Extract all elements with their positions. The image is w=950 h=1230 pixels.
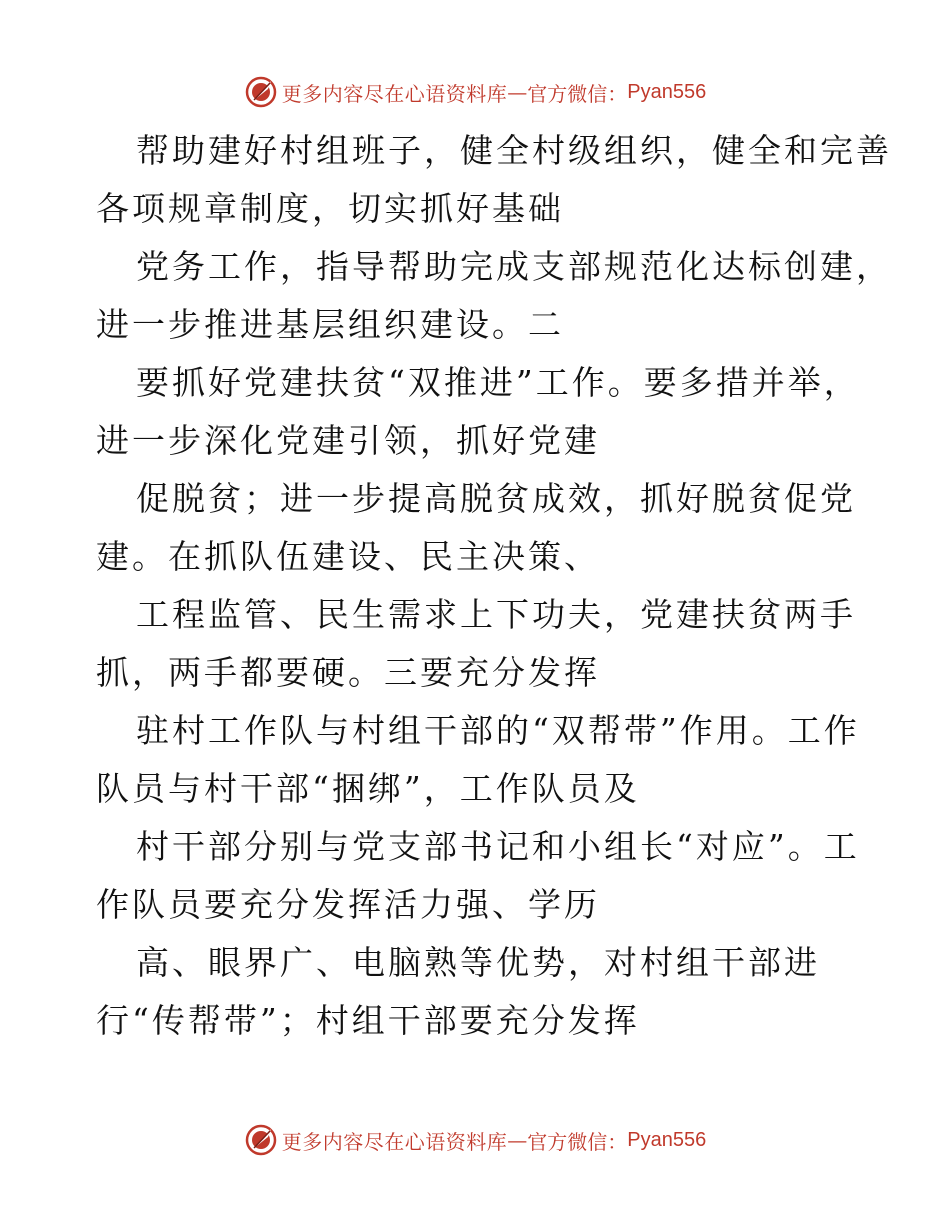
paragraph bbox=[96, 586, 866, 702]
paragraph bbox=[96, 238, 892, 354]
paragraph-line: 村干部分别与党支部书记和小组长“对应”。工 bbox=[136, 827, 860, 866]
paragraph bbox=[96, 934, 866, 1050]
paragraph-line: 作队员要充分发挥活力强、学历 bbox=[96, 885, 600, 924]
header-separator: — bbox=[507, 80, 528, 104]
paragraph-line: 驻村工作队与村组干部的“双帮带”作用。工作 bbox=[136, 711, 860, 750]
footer-separator: — bbox=[507, 1128, 528, 1152]
footer-banner bbox=[0, 1120, 950, 1160]
paragraph-line: 促脱贫；进一步提高脱贫成效，抓好脱贫促党 bbox=[136, 479, 856, 518]
footer-wechat-id: Pyan556 bbox=[627, 1128, 707, 1151]
paragraph bbox=[96, 354, 866, 470]
paragraph-line: 队员与村干部“捆绑”，工作队员及 bbox=[96, 769, 640, 808]
paragraph-line: 要抓好党建扶贫“双推进”工作。要多措并举， bbox=[136, 363, 860, 402]
paragraph bbox=[96, 702, 866, 818]
footer-wechat-label: 官方微信： bbox=[527, 1129, 628, 1154]
header-wechat-id: Pyan556 bbox=[627, 80, 707, 103]
paragraph bbox=[96, 470, 866, 586]
paragraph-line: 进一步深化党建引领，抓好党建 bbox=[96, 421, 600, 460]
paragraph-line: 党务工作，指导帮助完成支部规范化达标创建， bbox=[136, 247, 892, 286]
paragraph-line: 高、眼界广、电脑熟等优势，对村组干部进 bbox=[136, 943, 820, 982]
paragraph-line: 行“传帮带”；村组干部要充分发挥 bbox=[96, 1001, 640, 1040]
paragraph bbox=[96, 818, 866, 934]
quill-seal-icon bbox=[244, 75, 278, 109]
paragraph-line: 工程监管、民生需求上下功夫，党建扶贫两手 bbox=[136, 595, 856, 634]
paragraph-line: 帮助建好村组班子，健全村级组织，健全和完善 bbox=[136, 131, 892, 170]
document-body bbox=[96, 122, 892, 1050]
paragraph-line: 抓，两手都要硬。三要充分发挥 bbox=[96, 653, 600, 692]
header-wechat-label: 官方微信： bbox=[527, 81, 628, 106]
paragraph-line: 各项规章制度，切实抓好基础 bbox=[96, 189, 564, 228]
paragraph-line: 进一步推进基层组织建设。二 bbox=[96, 305, 564, 344]
quill-seal-icon bbox=[244, 1123, 278, 1157]
header-banner bbox=[0, 72, 950, 112]
header-site-text: 更多内容尽在心语资料库 bbox=[281, 81, 508, 106]
footer-site-text: 更多内容尽在心语资料库 bbox=[281, 1129, 508, 1154]
paragraph-line: 建。在抓队伍建设、民主决策、 bbox=[96, 537, 600, 576]
paragraph bbox=[96, 122, 892, 238]
